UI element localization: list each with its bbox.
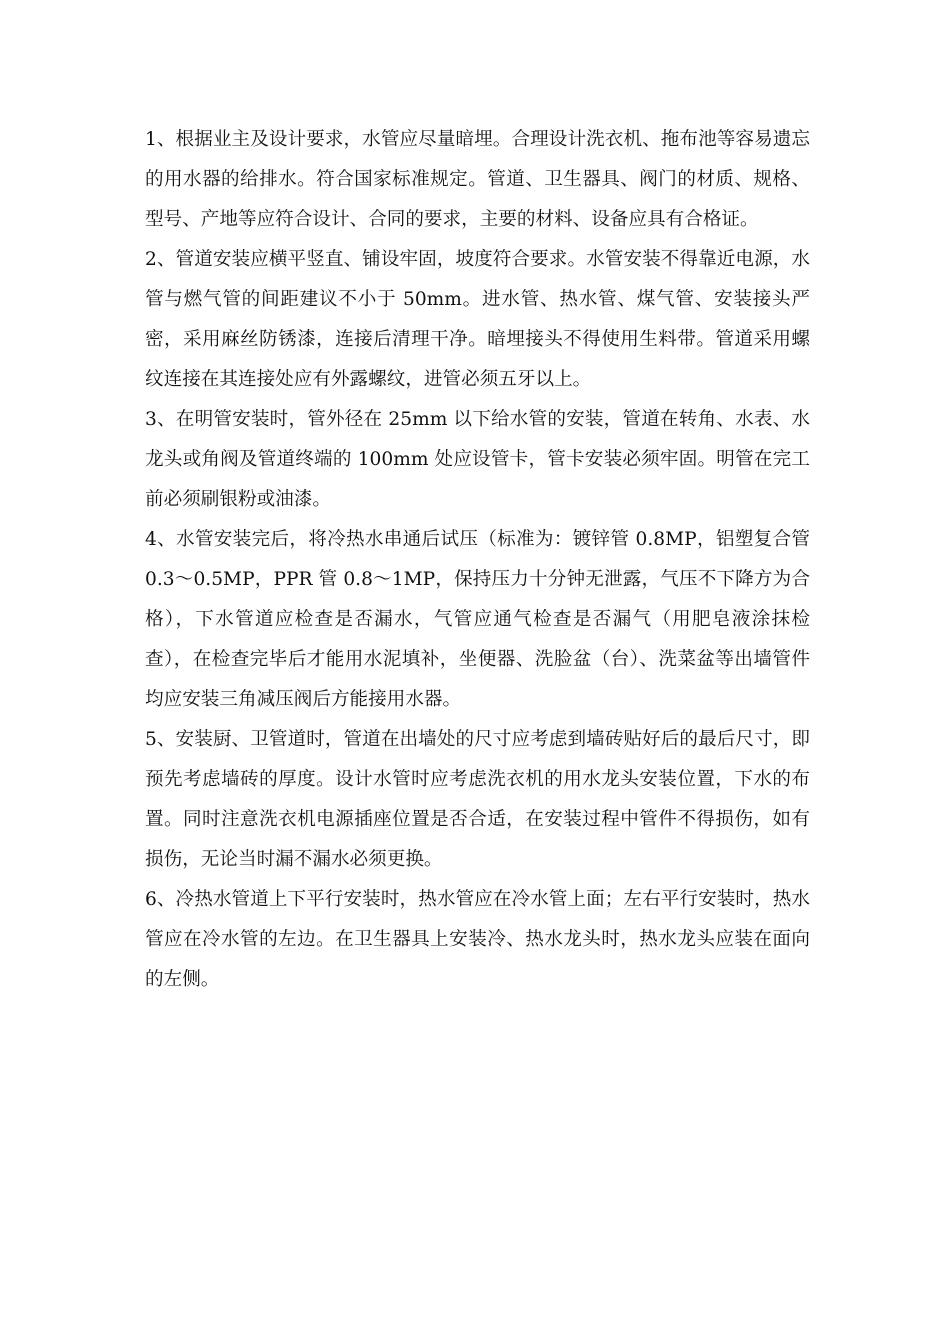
paragraph-5: 5、安装厨、卫管道时，管道在出墙处的尺寸应考虑到墙砖贴好后的最后尺寸，即预先考虑墙砖的厚度。设计水管时应考虑洗衣机的用水龙头安装位置，下水的布置。同时注意洗衣机电源插座位置是否合适，在安装过程中管件不得损伤，如有损伤，无论当时漏不漏水必须更换。: [145, 729, 810, 870]
paragraph-2: 2、管道安装应横平竖直、铺设牢固，坡度符合要求。水管安装不得靠近电源，水管与燃气管的间距建议不小于 50mm。进水管、热水管、煤气管、安装接头严密，采用麻丝防锈漆，连接后清理干净。暗埋接头不得使用生料带。管道采用螺纹连接在其连接处应有外露螺纹，进管必须五牙以上。: [145, 249, 810, 390]
paragraph-6: 6、冷热水管道上下平行安装时，热水管应在冷水管上面；左右平行安装时，热水管应在冷水管的左边。在卫生器具上安装冷、热水龙头时，热水龙头应装在面向的左侧。: [145, 889, 810, 990]
paragraph-4: 4、水管安装完后，将冷热水串通后试压（标准为：镀锌管 0.8MP，铝塑复合管 0.3～0.5MP，PPR 管 0.8～1MP，保持压力十分钟无泄露，气压不下降方为合格），下水管道应检查是否漏水，气管应通气检查是否漏气（用肥皂液涂抹检查），在检查完毕后才能用水泥填补，坐便器、洗脸盆（台）、洗菜盆等出墙管件均应安装三角减压阀后方能接用水器。: [145, 529, 810, 710]
document-body: [145, 120, 810, 1000]
paragraph-3: 3、在明管安装时，管外径在 25mm 以下给水管的安装，管道在转角、水表、水龙头或角阀及管道终端的 100mm 处应设管卡，管卡安装必须牢固。明管在完工前必须刷银粉或油漆。: [145, 409, 810, 510]
paragraph-1: 1、根据业主及设计要求，水管应尽量暗埋。合理设计洗衣机、拖布池等容易遗忘的用水器的给排水。符合国家标准规定。管道、卫生器具、阀门的材质、规格、型号、产地等应符合设计、合同的要求，主要的材料、设备应具有合格证。: [145, 129, 810, 230]
